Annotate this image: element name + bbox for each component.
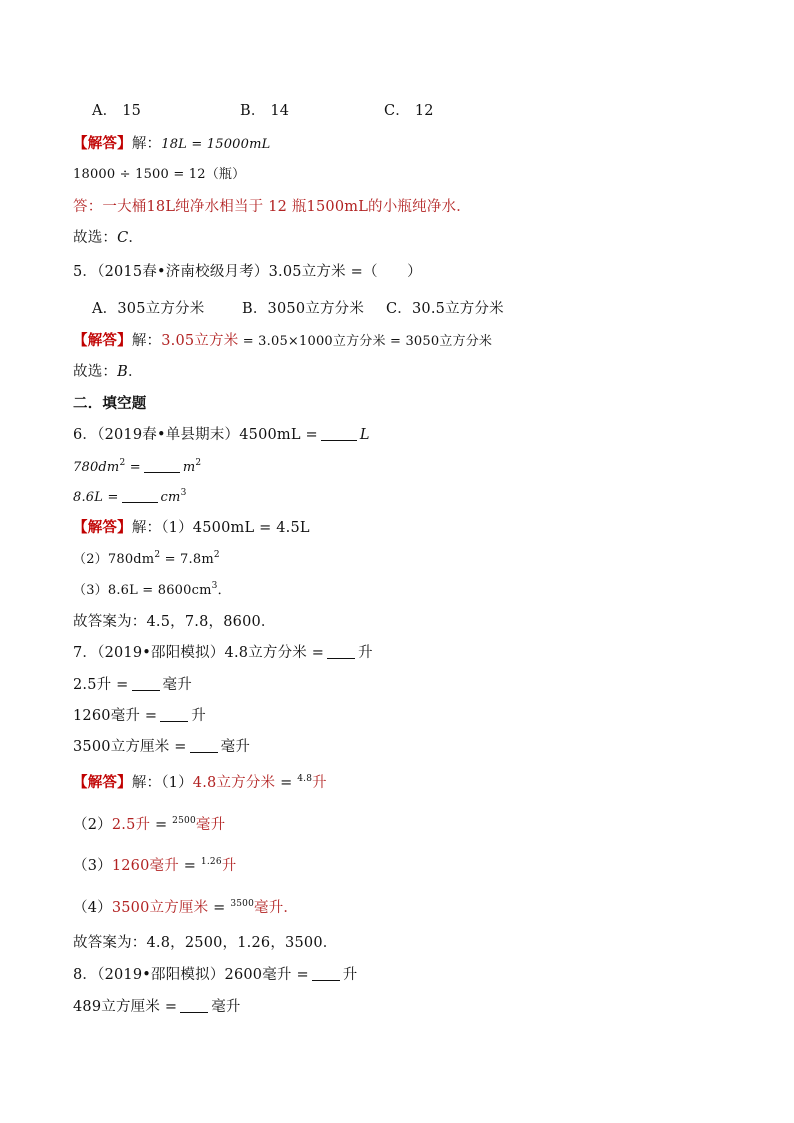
q7-line4: 3500立方厘米 = 毫升 (73, 739, 251, 755)
q8-line2: 489立方厘米 = 毫升 (73, 999, 241, 1015)
q6-answer-1: 【解答】解：（1）4500mL = 4.5L (73, 519, 310, 536)
q4-option-a: A． 15 (92, 103, 142, 119)
q4-answer-header (73, 134, 270, 155)
q5-option-b: B．3050立方分米 (242, 301, 365, 317)
q7-line2: 2.5升 = 毫升 (73, 677, 192, 693)
section-title: 二．填空题 (73, 395, 147, 412)
q4-options (92, 101, 434, 121)
q7-stem: 7．（2019•邵阳模拟）4.8立方分米 = 升 (73, 645, 373, 661)
q4-conclusion: 答：一大桶18L纯净水相当于 12 瓶1500mL的小瓶纯净水． (73, 199, 471, 215)
q6-answer-3: $(3)8.6L = 8600cm^3$． (73, 581, 231, 598)
q4-option-c: C． 12 (384, 103, 434, 119)
q4-option-b: B． 14 (240, 103, 290, 119)
q8-stem: 8．（2019•邵阳模拟）2600毫升 = 升 (73, 967, 358, 983)
q7-blank-1[interactable] (327, 644, 355, 659)
q7-blank-4[interactable] (190, 738, 218, 753)
q6-line2: $780dm^2 = m^2$ (73, 458, 202, 475)
q5-choice: 故选：B． (73, 364, 143, 380)
q5-option-c: C．30.5立方分米 (386, 301, 504, 317)
q8-blank-1[interactable] (312, 966, 340, 981)
q7-blank-3[interactable] (160, 707, 188, 722)
q6-final: 故答案为：4.5，7.8，8600． (73, 614, 276, 630)
q7-answer-4: （4）3500立方厘米 = $^{3500}$毫升． (73, 899, 299, 916)
q8-blank-2[interactable] (180, 998, 208, 1013)
q7-final: 故答案为：4.8，2500，1.26，3500． (73, 935, 338, 951)
q6-blank-2[interactable] (144, 458, 180, 473)
q4-choice: 故选：C． (73, 230, 144, 246)
q5-options (92, 299, 504, 319)
q5-answer: 【解答】解：3.05立方米 = 3.05×1000立方分米 = 3050立方分米 (73, 332, 493, 349)
q6-blank-3[interactable] (122, 488, 158, 503)
answer-jie: 解： (131, 136, 162, 152)
q4-step2: 18000 ÷ 1500 = 12（瓶） (73, 167, 246, 182)
q5-stem: 5．（2015春•济南校级月考）3.05立方米 =（ ） (73, 264, 422, 280)
q6-line3: $8.6L = cm^3$ (73, 488, 187, 505)
q5-option-a: A．305立方分米 (92, 301, 205, 317)
q7-answer-1: 【解答】解：（1）4.8立方分米 = $^{4.8}$升 (73, 774, 327, 791)
q7-blank-2[interactable] (132, 676, 160, 691)
q6-answer-2: $(2)780dm^2 = 7.8m^2$ (73, 550, 220, 567)
q7-answer-3: （3）1260毫升 = $^{1.26}$升 (73, 857, 237, 874)
q7-line3: 1260毫升 = 升 (73, 708, 206, 724)
q6-stem: 6．（2019春•单县期末）4500mL = L (73, 427, 370, 443)
q7-answer-2: （2）2.5升 = $^{2500}$毫升 (73, 816, 226, 833)
answer-bracket: 【解答】 (73, 135, 132, 152)
q6-blank-1[interactable] (321, 426, 357, 441)
q4-step1: 18L = 15000mL (161, 137, 271, 152)
